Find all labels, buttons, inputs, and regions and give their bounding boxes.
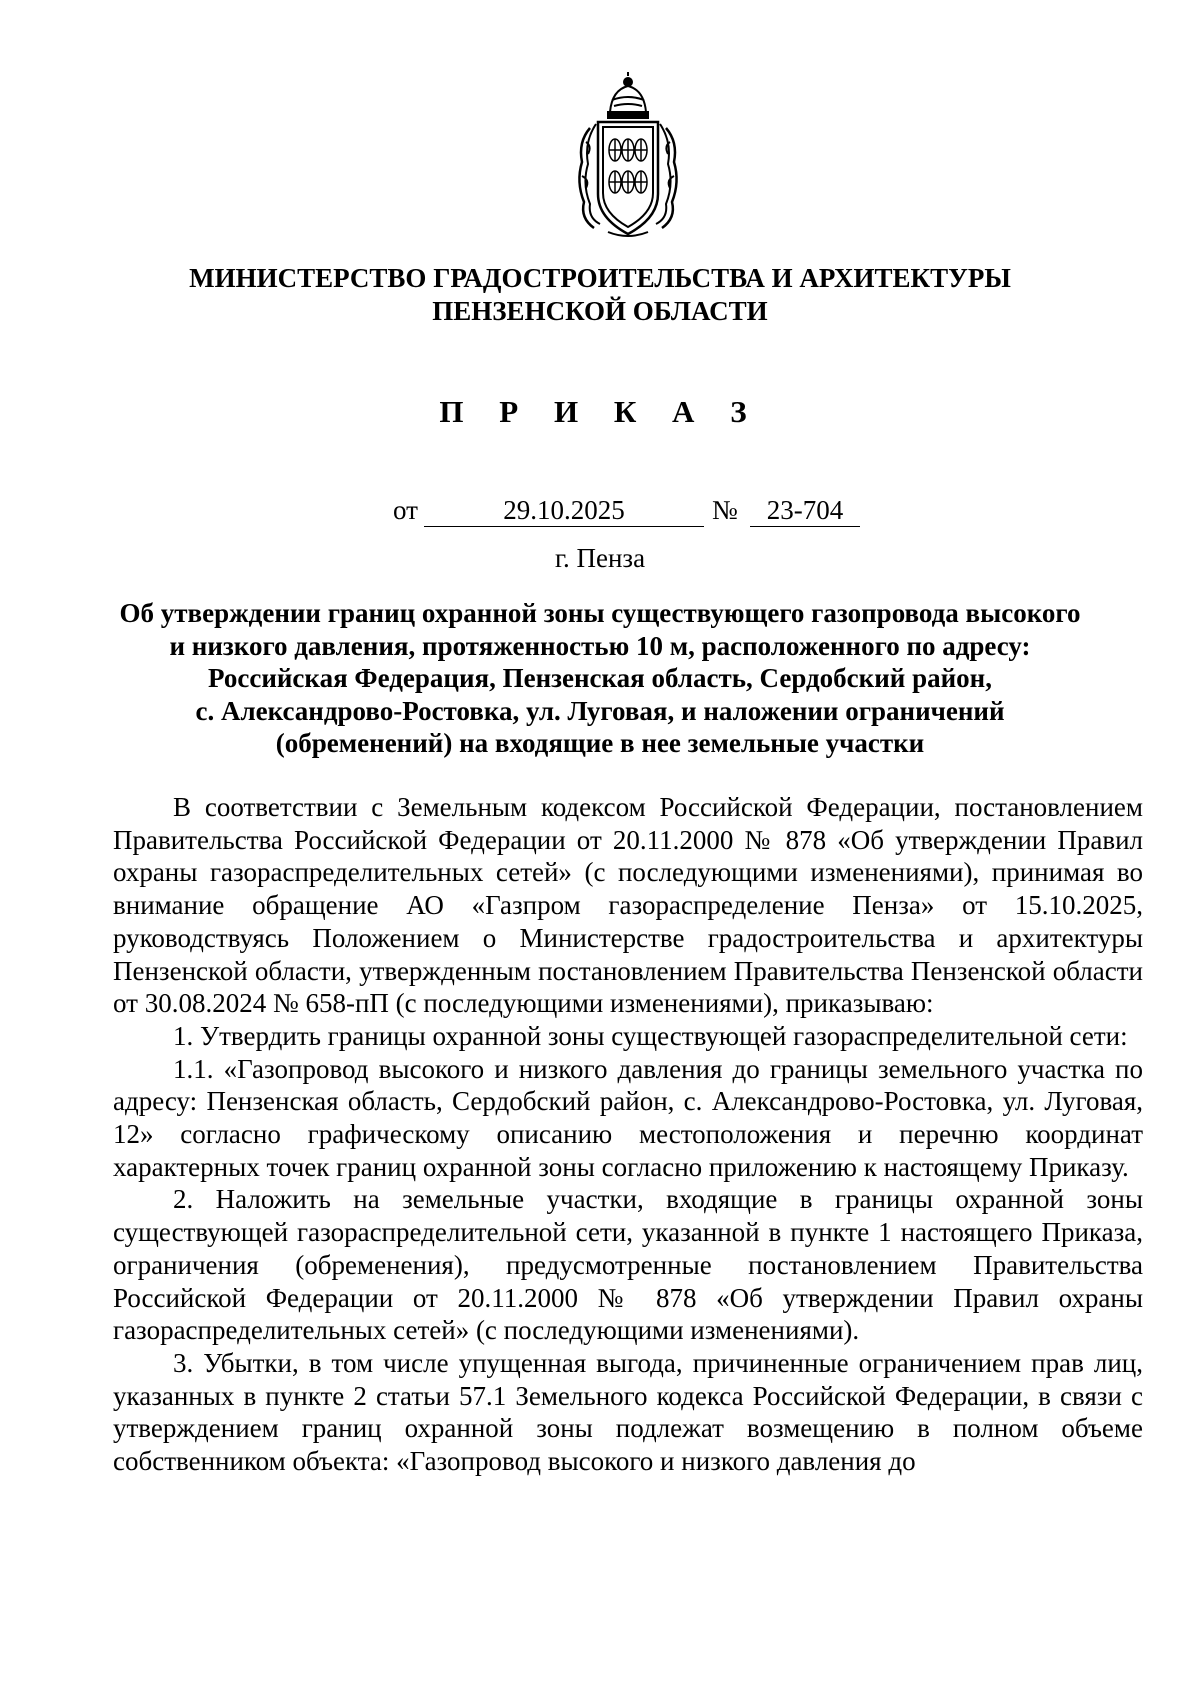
date-number-line: [0, 494, 1200, 530]
coat-of-arms-emblem: [568, 72, 688, 240]
document-title: [110, 597, 1090, 760]
body-paragraph-3: 3. Убытки, в том числе упущенная выгода, причиненные ограничением прав лиц, указанных в пункте 2 статьи 57.1 Земельного кодекса Российской Федерации, в связи с утверждением границ охранной зоны подлежат возмещению в полном объеме собственником объекта: «Газопровод высокого и низкого давления до: [113, 1347, 1143, 1477]
title-line1: Об утверждении границ охранной зоны существующего газопровода высокого: [119, 598, 1081, 628]
title-line4: с. Александрово-Ростовка, ул. Луговая, и наложении ограничений: [195, 695, 1005, 726]
body-paragraph-preamble: В соответствии с Земельным кодексом Российской Федерации, постановлением Правительства Российской Федерации от 20.11.2000 № 878 «Об утверждении Правил охраны газораспределительных сетей» (с последующими изменениями), принимая во внимание обращение АО «Газпром газораспределение Пенза» от 15.10.2025, руководствуясь Положением о Министерстве градостроительства и архитектуры Пензенской области, утвержденным постановлением Правительства Пензенской области от 30.08.2024 № 658-пП (с последующими изменениями), приказываю:: [113, 792, 1143, 1019]
document-number: 23-704: [750, 494, 860, 527]
document-body: [113, 791, 1143, 1478]
title-line2: и низкого давления, протяженностью 10 м, расположенного по адресу:: [169, 630, 1031, 661]
document-type-heading: П Р И К А З: [439, 394, 761, 429]
document-date: 29.10.2025: [424, 494, 704, 527]
ministry-name-line2: ПЕНЗЕНСКОЙ ОБЛАСТИ: [432, 296, 768, 326]
ministry-name-line1: МИНИСТЕРСТВО ГРАДОСТРОИТЕЛЬСТВА И АРХИТЕКТУРЫ: [189, 263, 1011, 293]
title-line3: Российская Федерация, Пензенская область, Сердобский район,: [208, 663, 992, 694]
body-paragraph-2: 2. Наложить на земельные участки, входящие в границы охранной зоны существующей газораспределительной сети, указанной в пункте 1 настоящего Приказа, ограничения (обременения), предусмотренные постановлением Правительства Российской Федерации от 20.11.2000 № 878 «Об утверждении Правил охраны газораспределительных сетей» (с последующими изменениями).: [113, 1184, 1143, 1346]
number-label: №: [712, 495, 738, 525]
title-line5: (обременений) на входящие в нее земельные участки: [275, 728, 925, 759]
body-paragraph-1-1: 1.1. «Газопровод высокого и низкого давления до границы земельного участка по адресу: Пензенская область, Сердобский район, с. Александрово-Ростовка, ул. Луговая, 12» согласно графическому описанию местоположения и перечню координат характерных точек границ охранной зоны согласно приложению к настоящему Приказу.: [113, 1053, 1143, 1182]
city-name: г. Пенза: [554, 543, 646, 573]
ministry-name: [100, 262, 1100, 328]
body-paragraph-1: 1. Утвердить границы охранной зоны существующей газораспределительной сети:: [173, 1020, 1128, 1051]
date-label: от: [393, 495, 418, 525]
